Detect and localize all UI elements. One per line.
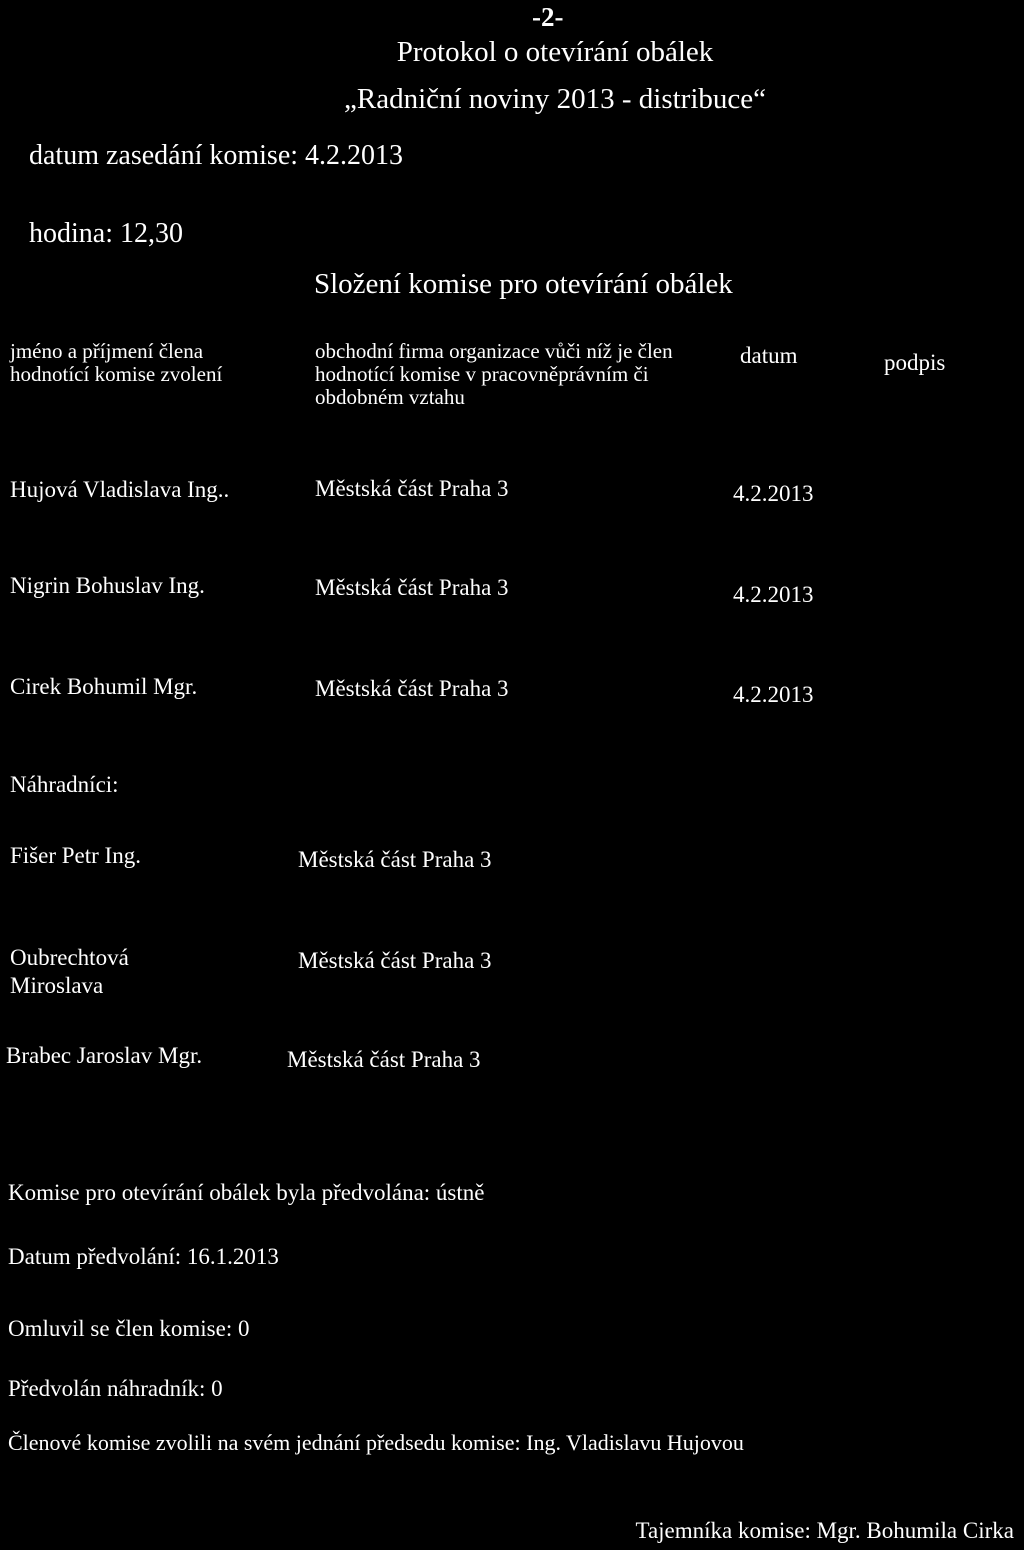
member-date-1: 4.2.2013	[733, 481, 814, 506]
excused-line: Omluvil se člen komise: 0	[8, 1316, 250, 1341]
section-title: Složení komise pro otevírání obálek	[314, 268, 733, 300]
meeting-date: datum zasedání komise: 4.2.2013	[29, 140, 404, 171]
member-firm-1: Městská část Praha 3	[315, 476, 509, 501]
member-firm-3: Městská část Praha 3	[315, 676, 509, 701]
substitutes-label: Náhradníci:	[10, 772, 119, 797]
document-subtitle: „Radniční noviny 2013 - distribuce“	[343, 83, 766, 115]
chair-line: Členové komise zvolili na svém jednání předsedu komise: Ing. Vladislavu Hujovou	[8, 1430, 744, 1455]
substitute-firm-1: Městská část Praha 3	[298, 847, 492, 872]
substitute-summoned-line: Předvolán náhradník: 0	[8, 1376, 223, 1401]
header-signature: podpis	[884, 350, 946, 375]
summon-date-line: Datum předvolání: 16.1.2013	[8, 1244, 279, 1269]
substitute-firm-2: Městská část Praha 3	[298, 948, 492, 973]
summoned-line: Komise pro otevírání obálek byla předvolána: ústně	[8, 1180, 485, 1205]
secretary-line: Tajemníka komise: Mgr. Bohumila Cirka	[635, 1518, 1014, 1543]
substitute-firm-3: Městská část Praha 3	[287, 1047, 481, 1072]
member-name-2: Nigrin Bohuslav Ing.	[10, 573, 205, 598]
document-title: Protokol o otevírání obálek	[396, 36, 714, 68]
member-date-2: 4.2.2013	[733, 582, 814, 607]
member-firm-2: Městská část Praha 3	[315, 575, 509, 600]
header-firm: obchodní firma organizace vůči níž je člen hodnotící komise v pracovněprávním či obdobném vztahu	[315, 339, 673, 409]
page-number: -2-	[532, 2, 564, 32]
substitute-name-1: Fišer Petr Ing.	[10, 843, 141, 868]
header-date: datum	[740, 343, 798, 368]
substitute-name-2: Oubrechtová Miroslava	[10, 945, 129, 998]
header-name: jméno a příjmení člena hodnotící komise zvolení	[10, 339, 223, 386]
meeting-hour: hodina: 12,30	[29, 218, 183, 249]
substitute-name-3: Brabec Jaroslav Mgr.	[6, 1043, 203, 1068]
member-name-3: Cirek Bohumil Mgr.	[10, 674, 198, 699]
member-date-3: 4.2.2013	[733, 682, 814, 707]
member-name-1: Hujová Vladislava Ing..	[10, 477, 230, 502]
